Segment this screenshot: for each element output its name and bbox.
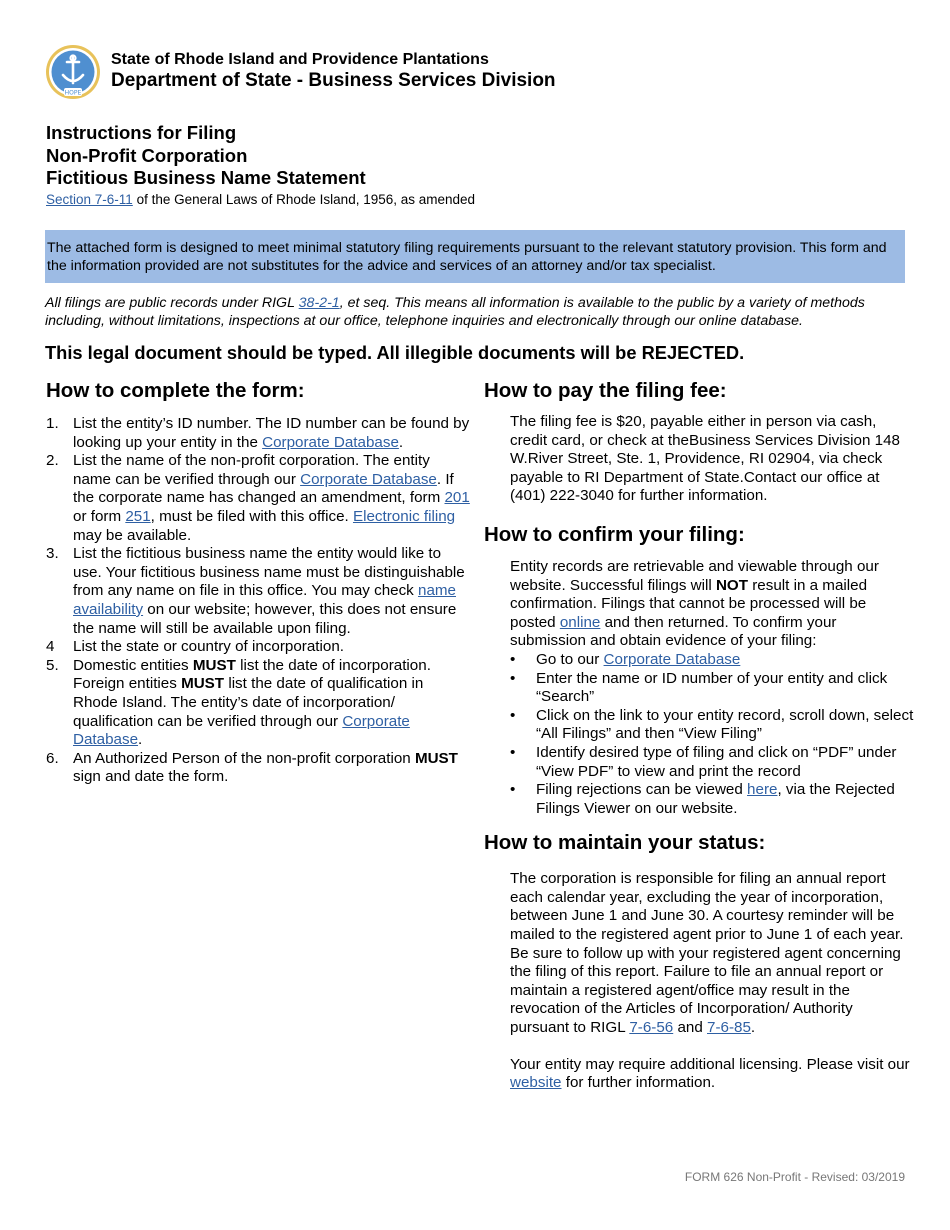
confirm-step-3 bbox=[510, 707, 914, 744]
bullet-text: , via the Rejected Filings Viewer on our website. bbox=[536, 781, 895, 817]
step-5 bbox=[46, 657, 471, 750]
bullet-text: Filing rejections can be viewed bbox=[536, 781, 748, 799]
step-text: Domestic entities bbox=[73, 656, 193, 674]
form-revision-footer: FORM 626 Non-Profit - Revised: 03/2019 bbox=[684, 1170, 905, 1184]
step-text: list the date of qualification in Rhode Island. The entity’s date of incorporation/ qualification can be verified through our bbox=[73, 675, 424, 730]
public-records-text-a: All filings are public records under RIGL bbox=[45, 295, 299, 311]
step-text: may be available. bbox=[73, 526, 192, 544]
step-2 bbox=[46, 452, 471, 545]
form-201-link[interactable]: 201 bbox=[444, 489, 470, 507]
step-number: 1. bbox=[46, 415, 59, 432]
pay-fee-heading: How to pay the filing fee: bbox=[484, 379, 727, 402]
must-emphasis: MUST bbox=[192, 656, 236, 674]
step-text: or form bbox=[73, 507, 126, 525]
step-text: on our website; however, this does not ensure the name will still be available upon filing. bbox=[73, 600, 457, 637]
seal-text: HOPE bbox=[64, 89, 82, 97]
must-emphasis: MUST bbox=[414, 749, 458, 767]
online-link[interactable]: online bbox=[559, 613, 601, 631]
confirm-step-4 bbox=[510, 744, 914, 781]
step-number: 6. bbox=[46, 749, 59, 767]
bullet: • bbox=[510, 781, 516, 799]
step-text: . bbox=[138, 731, 143, 749]
right-column bbox=[484, 378, 914, 1093]
licensing-text-b: for further information. bbox=[561, 1074, 716, 1092]
step-6 bbox=[46, 750, 471, 787]
bullet-text: Identify desired type of filing and click on “PDF” under “View PDF” to view and print the record bbox=[536, 743, 897, 780]
step-1 bbox=[46, 415, 471, 452]
rigl-7-6-85-link[interactable]: 7-6-85 bbox=[707, 1019, 751, 1037]
form-251-link[interactable]: 251 bbox=[125, 507, 151, 525]
step-text: . If the corporate name has changed an amendment, form bbox=[73, 470, 454, 507]
title-line-3: Fictitious Business Name Statement bbox=[46, 167, 366, 188]
bullet: • bbox=[510, 706, 516, 724]
title-line-2: Non-Profit Corporation bbox=[46, 144, 248, 166]
step-text: sign and date the form. bbox=[73, 768, 229, 786]
step-number: 2. bbox=[46, 452, 59, 470]
step-3 bbox=[46, 545, 471, 638]
public-records-text-b: , et seq. This means all information is available to the public by a variety of methods including, without limitations, inspections at our office, telephone inquiries and electronically through our online database. bbox=[45, 295, 865, 329]
not-emphasis: NOT bbox=[715, 576, 749, 594]
maintain-text-a: The corporation is responsible for filing an annual report each calendar year, excluding the year of incorporation, between June 1 and June 30. A courtesy reminder will be mailed to the registered agent prior to June 1 of each year. Be sure to follow up with your registered agent concerning the filing of this report. Failure to file an annual report or maintain a registered agent/office may result in the revocation of the Articles of Incorporation/ Authority pursuant to RIGL bbox=[510, 870, 904, 1037]
step-text: List the state or country of incorporation. bbox=[73, 638, 344, 656]
maintain-text-b: and bbox=[673, 1019, 707, 1037]
rejected-filings-here-link[interactable]: here bbox=[747, 781, 778, 799]
disclaimer-banner bbox=[45, 230, 905, 283]
confirm-step-5 bbox=[510, 781, 914, 818]
rigl-38-2-1-link[interactable]: 38-2-1 bbox=[298, 295, 340, 311]
complete-form-heading: How to complete the form: bbox=[46, 379, 305, 402]
step-number: 4 bbox=[46, 638, 55, 656]
bullet-text: Click on the link to your entity record, scroll down, select “All Filings” and then “View Filing” bbox=[536, 706, 914, 743]
law-reference-text: of the General Laws of Rhode Island, 1956, as amended bbox=[132, 191, 476, 207]
agency-line-2: Department of State - Business Services Division bbox=[111, 70, 556, 91]
step-text: An Authorized Person of the non-profit corporation bbox=[73, 749, 415, 767]
step-text: , must be filed with this office. bbox=[150, 507, 353, 525]
maintain-status-text bbox=[484, 870, 914, 1037]
document-title bbox=[46, 122, 475, 209]
name-availability-link[interactable]: name availability bbox=[73, 582, 456, 618]
confirm-step-1 bbox=[510, 651, 914, 670]
confirm-text-b: result in a mailed confirmation. Filings that cannot be processed will be posted bbox=[510, 576, 868, 631]
confirm-filing-heading: How to confirm your filing: bbox=[484, 522, 745, 546]
disclaimer-text: The attached form is designed to meet minimal statutory filing requirements pursuant to the relevant statutory provision. This form and the information provided are not substitutes for the advice and services of an attorney and/or tax specialist. bbox=[47, 240, 887, 274]
website-link[interactable]: website bbox=[510, 1074, 562, 1092]
confirm-text-a: Entity records are retrievable and viewable through our website. Successful filings will bbox=[510, 557, 879, 594]
confirm-steps-list bbox=[484, 651, 914, 818]
corporate-database-link[interactable]: Corporate Database bbox=[300, 470, 437, 488]
agency-name bbox=[111, 51, 556, 93]
public-records-notice bbox=[45, 294, 910, 330]
typed-warning: This legal document should be typed. All illegible documents will be REJECTED. bbox=[45, 342, 745, 363]
step-text: List the fictitious business name the entity would like to use. Your fictitious business name must be distinguishable from any name on file in this office. You may check bbox=[73, 545, 465, 600]
complete-form-section bbox=[46, 378, 471, 787]
step-4 bbox=[46, 638, 471, 657]
steps-list bbox=[46, 415, 471, 787]
step-number: 5. bbox=[46, 656, 59, 674]
step-text: . bbox=[398, 433, 404, 451]
step-number: 3. bbox=[46, 545, 59, 563]
section-7-6-11-link[interactable]: Section 7-6-11 bbox=[46, 191, 133, 207]
rigl-7-6-56-link[interactable]: 7-6-56 bbox=[629, 1019, 674, 1037]
licensing-text-a: Your entity may require additional licensing. Please visit our bbox=[510, 1055, 910, 1073]
licensing-text bbox=[484, 1056, 914, 1093]
corporate-database-link[interactable]: Corporate Database bbox=[603, 650, 741, 668]
title-line-1: Instructions for Filing bbox=[46, 122, 237, 143]
bullet-text: Enter the name or ID number of your entity and click “Search” bbox=[536, 669, 888, 706]
confirm-text-c: and then returned. To confirm your submission and obtain evidence of your filing: bbox=[510, 613, 837, 650]
electronic-filing-link[interactable]: Electronic filing bbox=[352, 507, 456, 525]
must-emphasis: MUST bbox=[181, 675, 225, 693]
bullet: • bbox=[510, 650, 516, 668]
step-text: List the name of the non-profit corporation. The entity name can be verified through our bbox=[73, 452, 430, 488]
confirm-step-2 bbox=[510, 670, 914, 707]
corporate-database-link[interactable]: Corporate Database bbox=[73, 712, 410, 749]
bullet-text: Go to our bbox=[536, 650, 604, 668]
step-text: list the date of incorporation. Foreign entities bbox=[73, 656, 431, 693]
bullet: • bbox=[510, 743, 516, 761]
maintain-text-c: . bbox=[750, 1019, 756, 1037]
corporate-database-link[interactable]: Corporate Database bbox=[262, 433, 399, 451]
law-reference bbox=[46, 191, 475, 209]
confirm-filing-text bbox=[484, 558, 914, 651]
agency-line-1: State of Rhode Island and Providence Plantations bbox=[111, 51, 489, 68]
bullet: • bbox=[510, 669, 516, 687]
pay-fee-text: The filing fee is $20, payable either in person via cash, credit card, or check at theBusiness Services Division 148 W.River Street, Ste. 1, Providence, RI 02904, via check payable to RI Department of State.Contact our office at (401) 222-3040 for further information. bbox=[510, 413, 900, 505]
step-text: List the entity’s ID number. The ID number can be found by looking up your entity in the bbox=[73, 415, 470, 451]
maintain-status-heading: How to maintain your status: bbox=[484, 831, 766, 855]
state-seal-icon bbox=[45, 44, 101, 100]
